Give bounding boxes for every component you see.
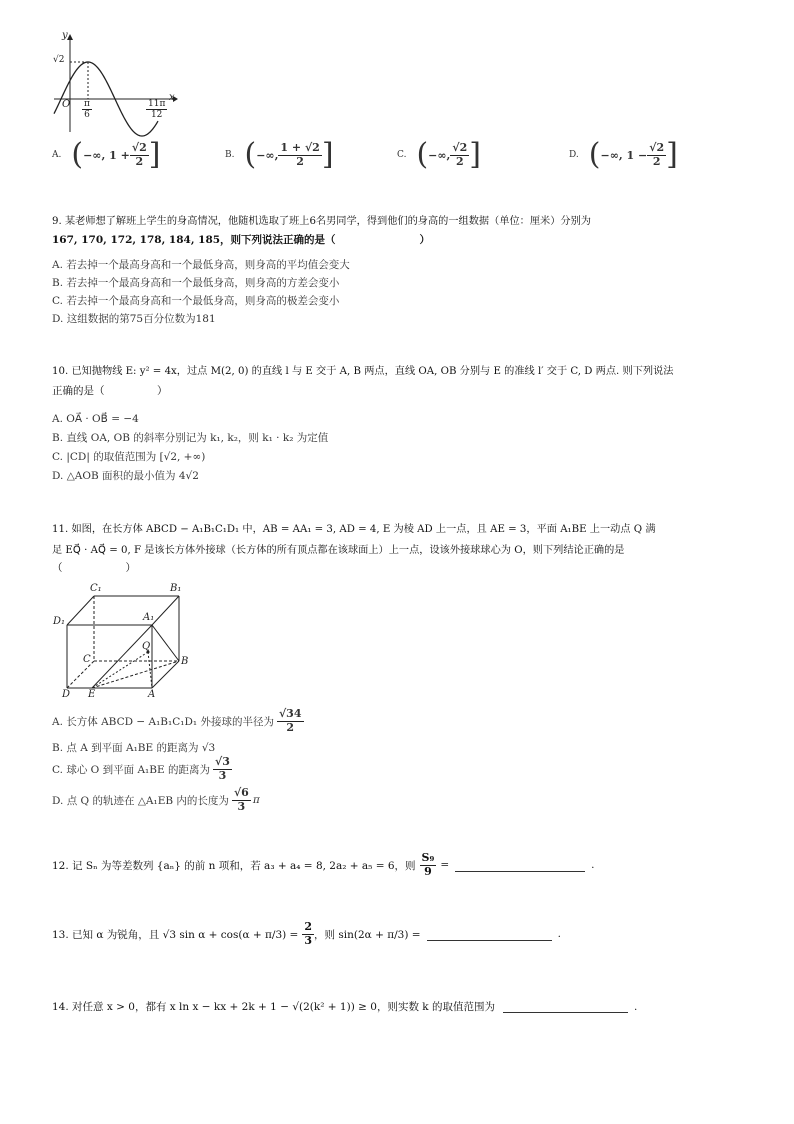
vertex-B: B bbox=[181, 656, 189, 667]
vertex-D: D bbox=[62, 689, 71, 700]
q11-stem-line1: 11. 如图，在长方体 ABCD − A₁B₁C₁D₁ 中，AB = AA₁ = 3, AD = 4, E 为棱 AD 上一点，且 AE = 3，平面 A₁BE 上一动点 Q 满 bbox=[52, 524, 656, 535]
vertex-A: A bbox=[148, 689, 156, 700]
q8-option-c[interactable]: C. ( −∞, $\frac{√2}{2}$ ] bbox=[397, 137, 481, 172]
vertex-C1: C₁ bbox=[90, 583, 102, 594]
q12-answer-blank[interactable] bbox=[455, 859, 585, 872]
question-14: 14. 对任意 x > 0，都有 x ln x − kx + 2k + 1 − √(2(k² + 1)) ≥ 0，则实数 k 的取值范围为 . bbox=[52, 1000, 638, 1013]
q14-stem: 14. 对任意 x > 0，都有 x ln x − kx + 2k + 1 − √(2(k² + 1)) ≥ 0，则实数 k 的取值范围为 bbox=[52, 1001, 495, 1013]
point-Q: Q bbox=[142, 641, 151, 652]
q11-option-a[interactable]: A. 长方体 ABCD − A₁B₁C₁D₁ 外接球的半径为 $\frac{√34}{2}$ bbox=[52, 707, 302, 734]
q13-stem: 13. 已知 α 为锐角，且 √3 sin α + cos(α + π/3) = bbox=[52, 928, 299, 941]
q13-answer-blank[interactable] bbox=[427, 928, 552, 941]
q10-option-d[interactable]: D. △AOB 面积的最小值为 4√2 bbox=[52, 470, 199, 482]
y-axis-label: y bbox=[62, 30, 68, 41]
q10-options bbox=[52, 410, 328, 486]
origin-label: O bbox=[62, 99, 71, 110]
q9-option-d[interactable]: D. 这组数据的第75百分位数为181 bbox=[52, 313, 216, 325]
vertex-A1: A₁ bbox=[143, 612, 155, 623]
sine-graph bbox=[48, 32, 183, 137]
q11-stem-line3: （ ） bbox=[52, 562, 136, 574]
q8-option-a[interactable]: A. ( −∞, 1 + $\frac{√2}{2}$ ] bbox=[52, 137, 161, 172]
q10-stem-line2: 正确的是（ ） bbox=[52, 385, 168, 397]
q11-option-c[interactable]: C. 球心 O 到平面 A₁BE 的距离为 $\frac{√3}{3}$ bbox=[52, 755, 230, 782]
question-10 bbox=[52, 362, 772, 398]
q10-stem-line1: 10. 已知抛物线 E: y² = 4x，过点 M(2, 0) 的直线 l 与 E 交于 A, B 两点，直线 OA, OB 分别与 E 的准线 l′ 交于 C, D 两点. 则下列说法 bbox=[52, 366, 674, 377]
point-E: E bbox=[88, 689, 96, 700]
x-tick-11pi-12: $\frac{11\pi}{12}$ bbox=[148, 99, 166, 121]
q11-option-d[interactable]: D. 点 Q 的轨迹在 △A₁EB 内的长度为 $\frac{√6}{3}$ π bbox=[52, 786, 260, 813]
x-axis-label: x bbox=[169, 92, 175, 103]
question-9 bbox=[52, 212, 752, 247]
question-12: 12. 记 Sₙ 为等差数列 {aₙ} 的前 n 项和，若 a₃ + a₄ = 8, 2a₂ + a₅ = 6，则 $\frac{\text{S₉}}{9}$ = . bbox=[52, 851, 595, 878]
cuboid-figure bbox=[52, 582, 197, 704]
q11-stem-line2: 足 EQ⃗ · AQ⃗ = 0, F 是该长方体外接球（长方体的所有顶点都在该球面上）上一点，设该外接球球心为 O，则下列结论正确的是 bbox=[52, 545, 625, 556]
y-tick-label: √2 bbox=[53, 55, 65, 65]
q8-option-d[interactable]: D. ( −∞, 1 − $\frac{√2}{2}$ ] bbox=[569, 137, 678, 172]
q10-option-c[interactable]: C. |CD| 的取值范围为 [√2, +∞) bbox=[52, 451, 206, 463]
q10-option-b[interactable]: B. 直线 OA, OB 的斜率分别记为 k₁, k₂，则 k₁ · k₂ 为定值 bbox=[52, 432, 329, 444]
question-13: 13. 已知 α 为锐角，且 √3 sin α + cos(α + π/3) = $\frac{2}{3}$ ，则 sin(2α + π/3) = . bbox=[52, 920, 561, 947]
q9-option-c[interactable]: C. 若去掉一个最高身高和一个最低身高，则身高的极差会变小 bbox=[52, 295, 340, 307]
q11-option-b[interactable]: B. 点 A 到平面 A₁BE 的距离为 √3 bbox=[52, 742, 216, 754]
vertex-B1: B₁ bbox=[170, 583, 182, 594]
q14-answer-blank[interactable] bbox=[503, 1000, 628, 1013]
vertex-C: C bbox=[83, 654, 91, 665]
q9-option-a[interactable]: A. 若去掉一个最高身高和一个最低身高，则身高的平均值会变大 bbox=[52, 259, 350, 271]
x-tick-pi-6: $\frac{\pi}{6}$ bbox=[84, 99, 90, 121]
q9-option-b[interactable]: B. 若去掉一个最高身高和一个最低身高，则身高的方差会变小 bbox=[52, 277, 340, 289]
vertex-D1: D₁ bbox=[53, 616, 66, 627]
q12-stem: 12. 记 Sₙ 为等差数列 {aₙ} 的前 n 项和，若 a₃ + a₄ = 8, 2a₂ + a₅ = 6，则 bbox=[52, 859, 416, 872]
q10-option-a[interactable]: A. OA⃗ · OB⃗ = −4 bbox=[52, 413, 139, 425]
q8-option-b[interactable]: B. ( −∞, $\frac{1 + √2}{2}$ ] bbox=[225, 137, 334, 172]
q9-options bbox=[52, 256, 350, 328]
q9-stem-line2: 167, 170, 172, 178, 184, 185，则下列说法正确的是（ ） bbox=[52, 234, 431, 246]
question-11 bbox=[52, 520, 772, 575]
q9-stem-line1: 9. 某老师想了解班上学生的身高情况，他随机选取了班上6名男同学，得到他们的身高的一组数据（单位：厘米）分别为 bbox=[52, 216, 591, 227]
